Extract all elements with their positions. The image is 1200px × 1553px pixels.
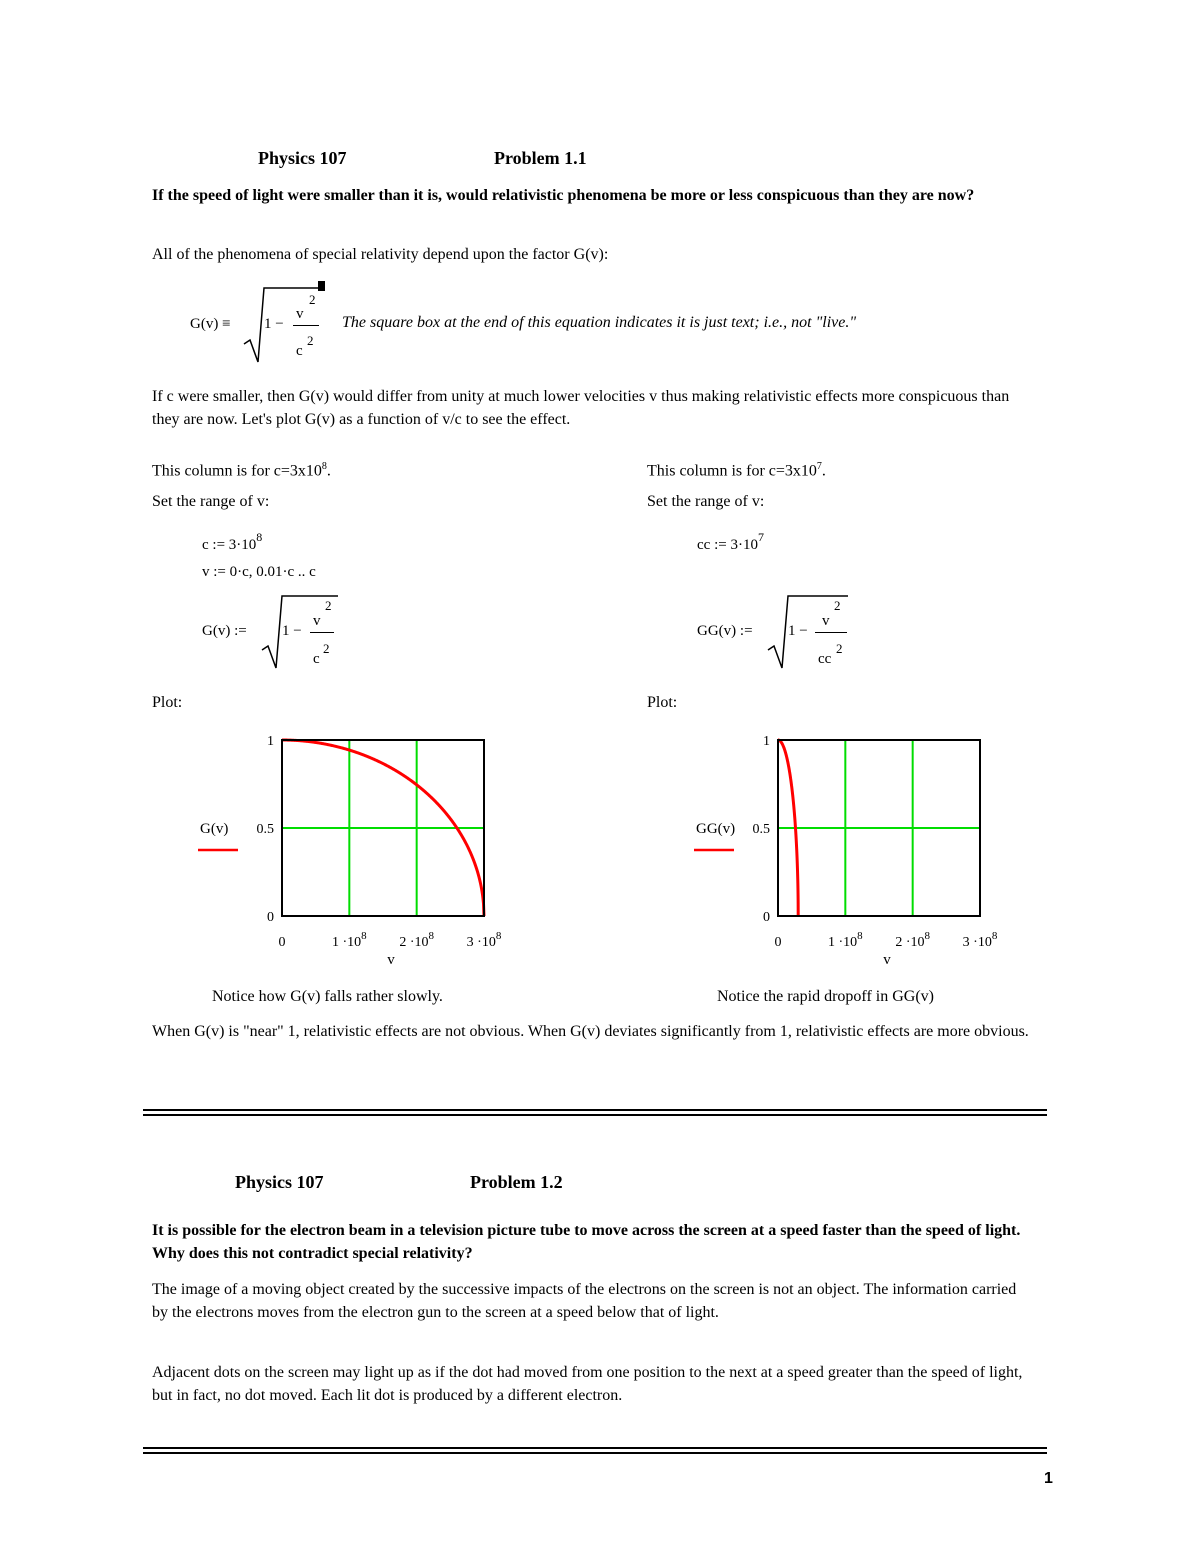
gg-numerator: v (822, 613, 830, 629)
def-fraction-bar (293, 325, 319, 326)
gg-y-tick-label-0: 0 (763, 910, 770, 925)
g-lhs: G(v) := (202, 623, 247, 639)
g-x-tick-label-3: $3 \cdot 10^8$ (466, 930, 502, 950)
gg-y-tick-label-2: 1 (763, 734, 770, 749)
gg-y-tick-label-1: 0.5 (752, 822, 770, 837)
right-column-heading: This column is for $c=3x10^7$. (647, 461, 826, 480)
gg-fraction-bar (815, 632, 847, 633)
problem-title-2: Problem 1.2 (470, 1172, 563, 1192)
section-divider (143, 1109, 1047, 1116)
gg-den-power: 2 (836, 641, 843, 656)
g-y-tick-label-1: 0.5 (256, 822, 274, 837)
left-column-heading: This column is for $c=3x10^8$. (152, 461, 331, 480)
intro-text: All of the phenomena of special relativity depend upon the factor G(v): (152, 246, 609, 263)
answer-paragraph-1: The image of a moving object created by the successive impacts of the electrons on the screen is not an object. The information carried by the electrons moves from the electron gun to the screen at a speed below that of light. (152, 1281, 1017, 1321)
left-range-label: Set the range of v: (152, 493, 270, 510)
gg-num-power: 2 (834, 598, 841, 613)
question-1: If the speed of light were smaller than it is, would relativistic phenomena be more or less conspicuous than they are now? (152, 187, 975, 204)
g-y-axis-label: G(v) (200, 821, 229, 837)
c-definition: c := $3\cdot 10^8$ (202, 530, 263, 553)
g-one-minus: 1 − (282, 623, 302, 639)
g-fraction-bar (310, 632, 334, 633)
problem-title-1: Problem 1.1 (494, 148, 587, 168)
def-one-minus: 1 − (264, 316, 284, 332)
section-divider-bottom (143, 1447, 1047, 1454)
gg-x-tick-label-2: $2 \cdot 10^8$ (895, 930, 931, 950)
gg-x-tick-label-0: 0 (774, 935, 782, 950)
g-den-power: 2 (323, 641, 330, 656)
g-denominator: c (313, 651, 320, 667)
v-range-definition: v := 0·c, 0.01·c .. c (202, 564, 316, 580)
g-x-tick-label-2: $2 \cdot 10^8$ (399, 930, 435, 950)
gg-lhs: GG(v) := (697, 623, 753, 639)
gg-y-axis-label: GG(v) (696, 821, 736, 837)
cc-definition: cc := $3\cdot 10^7$ (697, 530, 764, 553)
right-plot-label: Plot: (647, 694, 678, 711)
right-plot-caption: Notice the rapid dropoff in GG(v) (717, 988, 934, 1005)
g-x-tick-label-1: $1 \cdot 10^8$ (331, 930, 367, 950)
g-y-tick-label-0: 0 (267, 910, 274, 925)
g-y-tick-label-2: 1 (267, 734, 274, 749)
text-box-marker (318, 281, 325, 291)
gg-x-tick-label-1: $1 \cdot 10^8$ (827, 930, 863, 950)
left-plot-label: Plot: (152, 694, 183, 711)
g-numerator: v (313, 613, 321, 629)
explanation-text: If c were smaller, then G(v) would differ from unity at much lower velocities v thus making relativistic effects more conspicuous than they are now. Let's plot G(v) as a function of v/c to see the effect. (152, 388, 1010, 428)
page-number: 1 (1044, 1470, 1053, 1487)
def-numerator: v (296, 306, 304, 322)
gg-one-minus: 1 − (788, 623, 808, 639)
course-title-1: Physics 107 (258, 148, 347, 168)
g-x-axis-label: v (387, 952, 395, 968)
left-plot-caption: Notice how G(v) falls rather slowly. (212, 988, 443, 1005)
question-2: It is possible for the electron beam in a television picture tube to move across the screen at a speed faster than the speed of light. Why does this not contradict special relativity? (152, 1222, 1021, 1262)
g-plot (190, 728, 520, 978)
g-num-power: 2 (325, 598, 332, 613)
gg-plot (686, 728, 1016, 978)
g-x-tick-label-0: 0 (278, 935, 286, 950)
def-lhs: G(v) ≡ (190, 316, 231, 332)
right-range-label: Set the range of v: (647, 493, 765, 510)
def-num-power: 2 (309, 292, 316, 307)
answer-paragraph-2: Adjacent dots on the screen may light up as if the dot had moved from one position to the next at a speed greater than the speed of light, but in fact, no dot moved. Each lit dot is produced by a different electron. (152, 1364, 1023, 1404)
gg-x-tick-label-3: $3 \cdot 10^8$ (962, 930, 998, 950)
def-denominator: c (296, 343, 303, 359)
conclusion-text: When G(v) is "near" 1, relativistic effects are not obvious. When G(v) deviates significantly from 1, relativistic effects are more obvious. (152, 1023, 1029, 1040)
gg-denominator: cc (818, 651, 832, 667)
course-title-2: Physics 107 (235, 1172, 324, 1192)
definition-note: The square box at the end of this equation indicates it is just text; i.e., not "live." (342, 314, 857, 331)
def-den-power: 2 (307, 333, 314, 348)
gg-x-axis-label: v (883, 952, 891, 968)
